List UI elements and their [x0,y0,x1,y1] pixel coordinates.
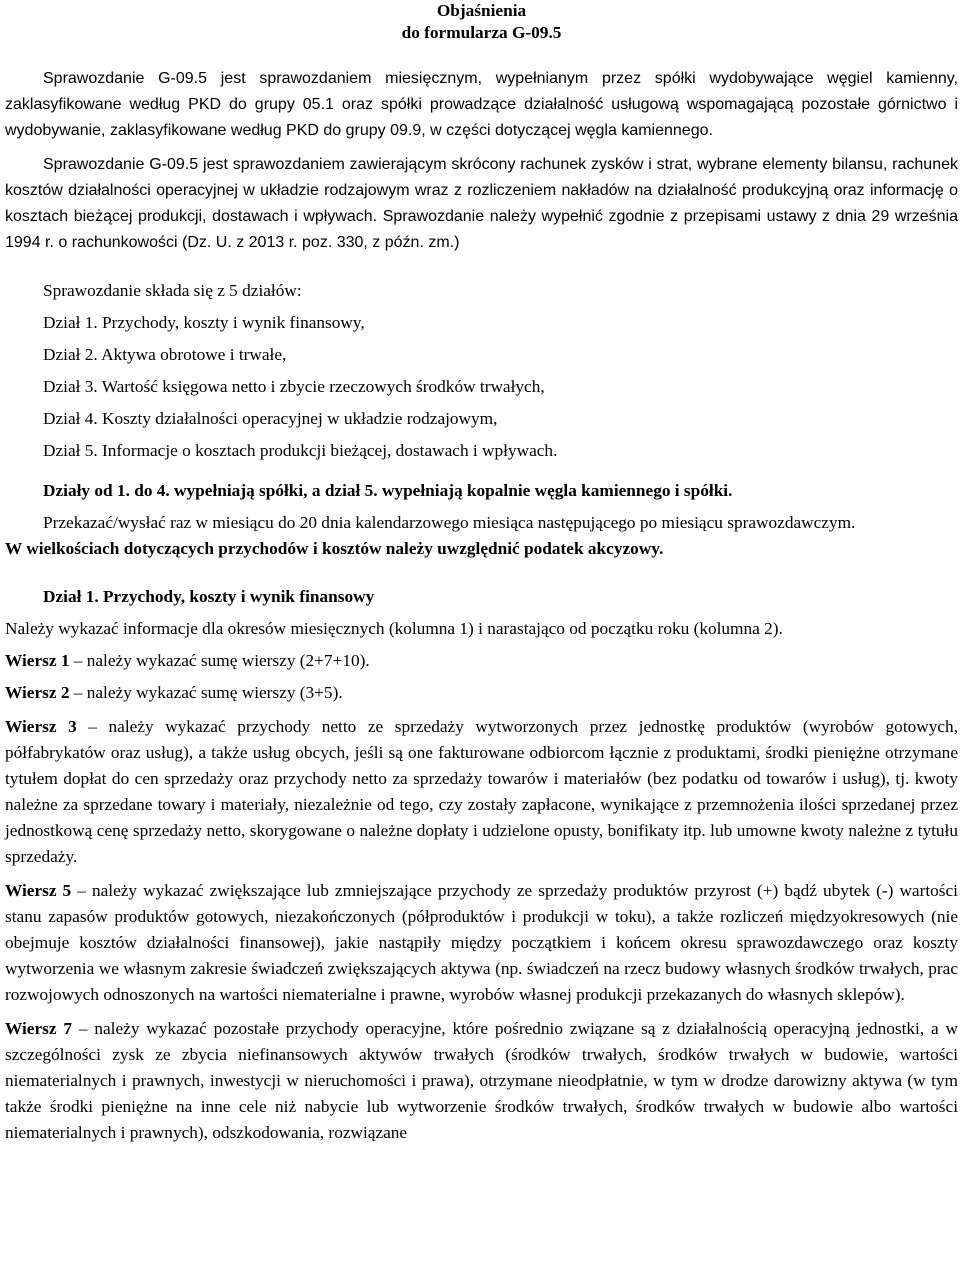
intro-paragraph-1: Sprawozdanie G-09.5 jest sprawozdaniem miesięcznym, wypełnianym przez spółki wydobywające węgiel kamienny, zaklasyfikowane według PKD do grupy 05.1 oraz spółki prowadzące działalność usługową wspomagającą pozostałe górnictwo i wydobywanie, zaklasyfikowane według PKD do grupy 09.9, w części dotyczącej węgla kamiennego. [5,70,958,139]
who-fills-note [5,478,958,504]
row-3-explanation [5,714,958,870]
row-label: Wiersz 3 [5,717,77,736]
row-label: Wiersz 7 [5,1019,73,1038]
intro-paragraph-2: Sprawozdanie G-09.5 jest sprawozdaniem zawierającym skrócony rachunek zysków i strat, wybrane elementy bilansu, rachunek kosztów działalności operacyjnej w układzie rodzajowym wraz z rozliczeniem nakładów na działalność produkcyjną oraz informację o kosztach bieżącej produkcji, dostawach i wpływach. Sprawozdanie należy wypełnić zgodnie z przepisami ustawy z dnia 29 września 1994 r. o rachunkowości (Dz. U. z 2013 r. poz. 330, z późn. zm.) [5,156,958,251]
row-7-explanation [5,1016,958,1146]
row-label: Wiersz 2 [5,683,70,702]
section-list-item: Dział 1. Przychody, koszty i wynik finansowy, [43,313,365,332]
row-text: – należy wykazać pozostałe przychody operacyjne, które pośrednio związane są z działalnością operacyjną jednostki, a w szczególności zysk ze zbycia niefinansowych aktywów trwałych (środków trwałych, środków trwałych w budowie, wartości niematerialnych i prawnych, inwestycji w nieruchomości i prawa), otrzymane nieodpłatnie, w tym w drodze darowizny aktywa (w tym także środki pieniężne na inne cele niż nabycie lub wytworzenie środków trwałych, środków trwałych w budowie albo wartości niematerialnych i prawnych), odszkodowania, rozwiązane [5,1019,959,1142]
section-list-item: Dział 2. Aktywa obrotowe i trwałe, [43,345,287,364]
section-list-item: Dział 5. Informacje o kosztach produkcji bieżącej, dostawach i wpływach. [43,441,558,460]
excise-text: W wielkościach dotyczących przychodów i kosztów należy uwzględnić podatek akcyzowy. [5,539,664,558]
row-2-explanation [5,680,958,706]
document-title: Objaśnienia [436,1,527,20]
row-text: – należy wykazać przychody netto ze sprzedaży wytworzonych przez jednostkę produktów (wyrobów gotowych, półfabrykatów oraz usług), a także usług obcych, jeśli są one fakturowane odbiorcom łącznie z produktami, środki pieniężne otrzymane tytułem dopłat do cen sprzedaży oraz przychody netto za sprzedaży towarów i materiałów (bez podatku od towarów i usług), tj. kwoty należne za sprzedane towary i materiały, niezależnie od tego, czy zostały zapłacone, wynikające z przemnożenia ilości sprzedanej przez jednostkową cenę sprzedaży netto, skorygowane o należne dopłaty i udzielone opusty, bonifikaty itp. lub umowne kwoty należne z tytułu sprzedaży. [5,717,959,866]
row-label: Wiersz 5 [5,881,72,900]
row-5-explanation [5,878,958,1008]
section1-heading [5,584,958,610]
section1-heading-text: Dział 1. Przychody, koszty i wynik finansowy [43,587,375,606]
who-fills-text: Działy od 1. do 4. wypełniają spółki, a dział 5. wypełniają kopalnie węgla kamiennego i spółki. [43,481,733,500]
row-text: – należy wykazać zwiększające lub zmniejszające przychody ze sprzedaży produktów przyrost (+) bądź ubytek (-) wartości stanu zapasów produktów gotowych, niezakończonych (półproduktów i produkcji w toku), a także rozliczeń międzyokresowych (nie obejmuje kosztów działalności finansowej), jakie nastąpiły między początkiem i końcem okresu sprawozdawczego oraz koszty wytworzenia we własnym zakresie świadczeń zwiększających aktywa (np. świadczeń na rzecz budowy własnych środków trwałych, prac rozwojowych odnoszonych na wartości niematerialne i prawne, wyrobów własnej produkcji przekazanych do własnych sklepów). [5,881,958,1004]
document-subtitle: do formularza G-09.5 [401,23,562,42]
row-label: Wiersz 1 [5,651,70,670]
row-1-explanation [5,648,958,674]
row-text: – należy wykazać sumę wierszy (3+5). [69,683,343,702]
sections-intro: Sprawozdanie składa się z 5 działów: [43,281,302,300]
excise-note [5,536,958,562]
row-text: – należy wykazać sumę wierszy (2+7+10). [69,651,370,670]
section-list-item: Dział 4. Koszty działalności operacyjnej w układzie rodzajowym, [43,409,498,428]
deadline-note: Przekazać/wysłać raz w miesiącu do 20 dnia kalendarzowego miesiąca następującego po miesiącu sprawozdawczym. [43,513,856,532]
document-page [5,0,958,1146]
section1-intro: Należy wykazać informacje dla okresów miesięcznych (kolumna 1) i narastająco od początku roku (kolumna 2). [5,619,783,638]
section-list-item: Dział 3. Wartość księgowa netto i zbycie rzeczowych środków trwałych, [43,377,545,396]
